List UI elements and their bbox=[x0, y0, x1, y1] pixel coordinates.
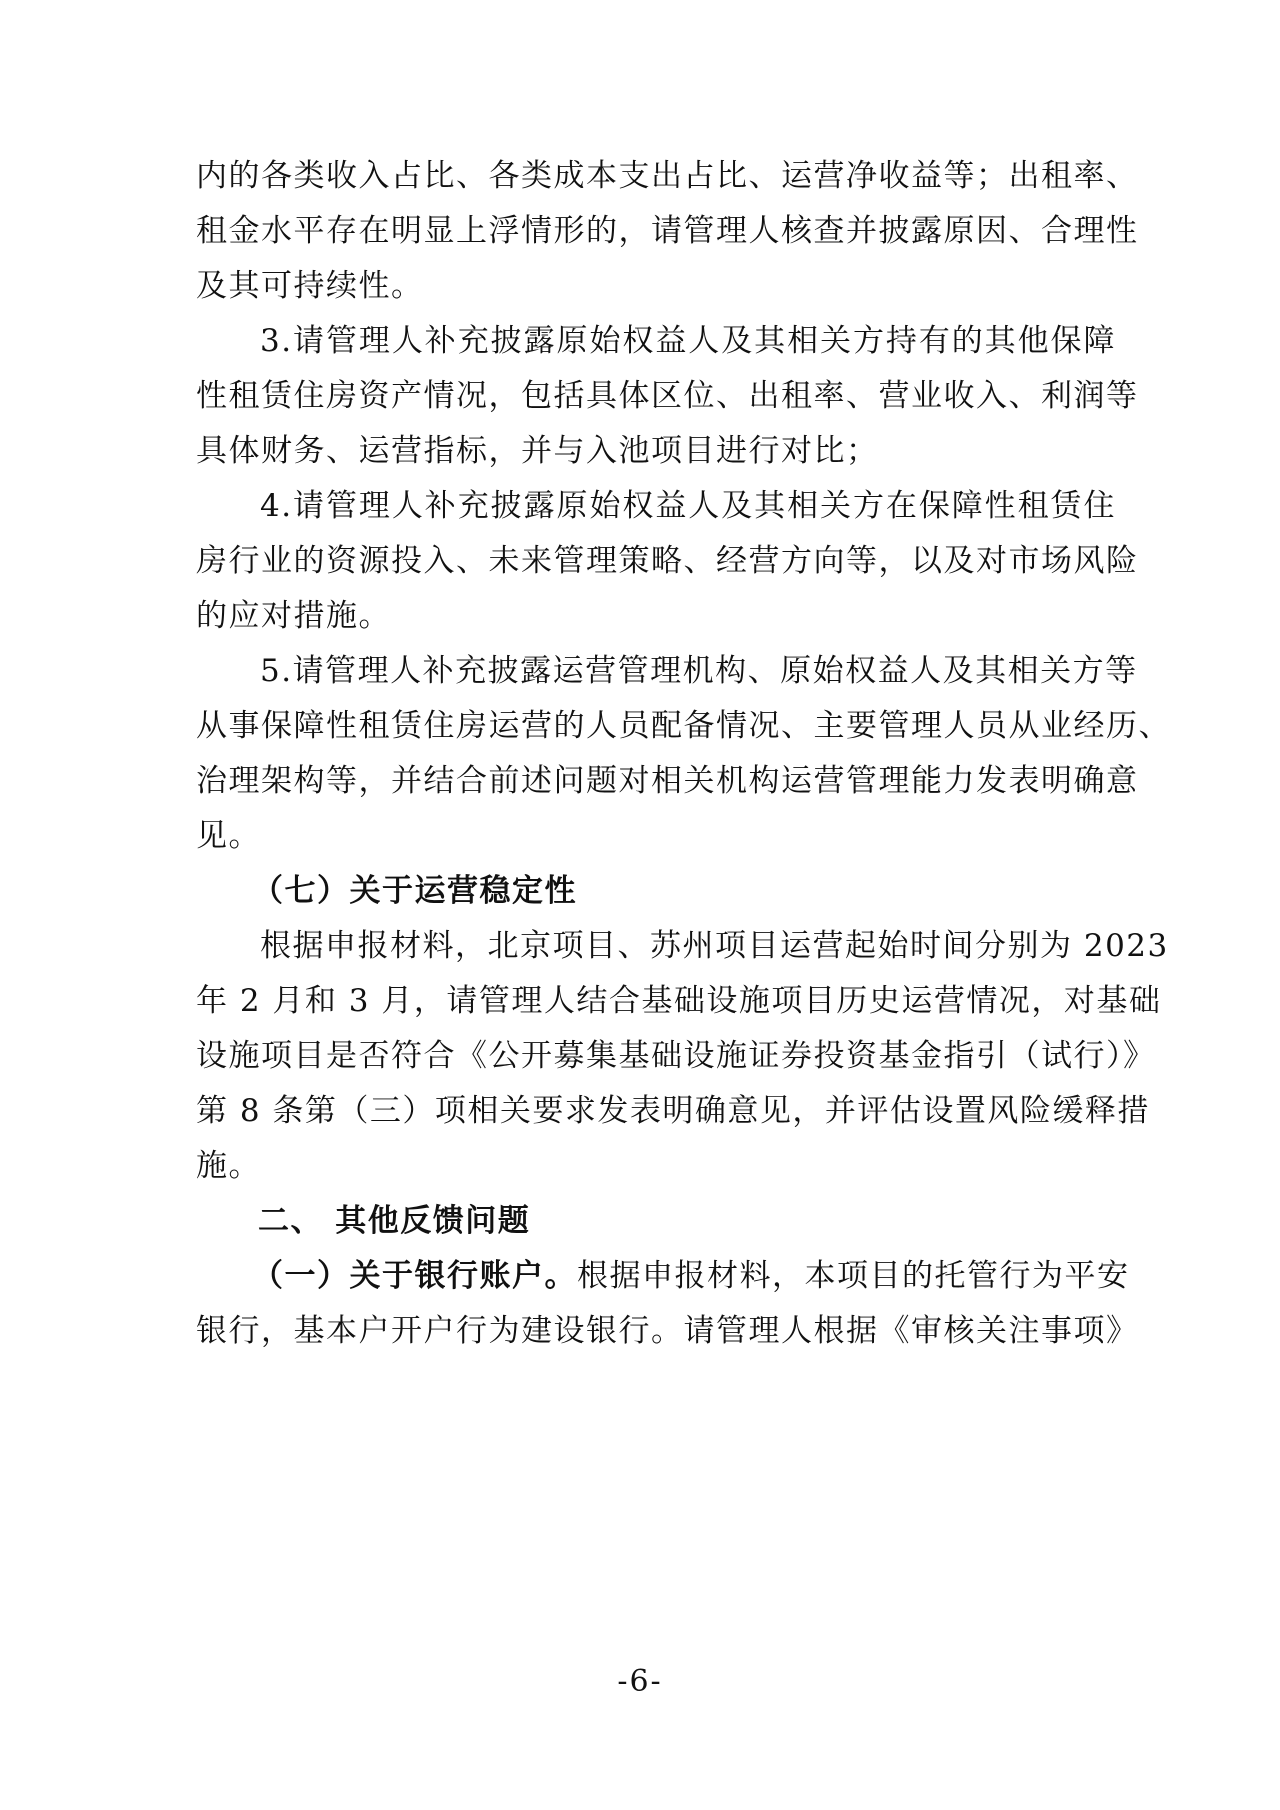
paragraph-line: 根据申报材料，北京项目、苏州项目运营起始时间分别为 2023 bbox=[260, 928, 1169, 964]
subsection-heading-1: （一）关于银行账户。 bbox=[252, 1258, 577, 1294]
paragraph-line: 租金水平存在明显上浮情形的，请管理人核查并披露原因、合理性 bbox=[196, 213, 1139, 249]
paragraph-line: 第 8 条第（三）项相关要求发表明确意见，并评估设置风险缓释措 bbox=[196, 1093, 1150, 1129]
item-4-line: 4.请管理人补充披露原始权益人及其相关方在保障性租赁住 bbox=[260, 488, 1116, 524]
paragraph-line: 施。 bbox=[196, 1148, 261, 1184]
paragraph-line: 性租赁住房资产情况，包括具体区位、出租率、营业收入、利润等 bbox=[196, 378, 1139, 414]
paragraph-line bbox=[252, 1256, 1130, 1296]
chapter-heading-2: 二、 其他反馈问题 bbox=[258, 1203, 531, 1239]
paragraph-line: 银行，基本户开户行为建设银行。请管理人根据《审核关注事项》 bbox=[196, 1313, 1139, 1349]
paragraph-line: 具体财务、运营指标，并与入池项目进行对比； bbox=[196, 433, 879, 469]
paragraph-line: 见。 bbox=[196, 818, 261, 854]
item-5-line: 5.请管理人补充披露运营管理机构、原始权益人及其相关方等 bbox=[260, 653, 1138, 689]
paragraph-line: 及其可持续性。 bbox=[196, 268, 424, 304]
paragraph-line: 年 2 月和 3 月，请管理人结合基础设施项目历史运营情况，对基础 bbox=[196, 983, 1162, 1019]
paragraph-line: 设施项目是否符合《公开募集基础设施证券投资基金指引（试行）》 bbox=[196, 1038, 1156, 1074]
paragraph-line: 房行业的资源投入、未来管理策略、经营方向等，以及对市场风险 bbox=[196, 543, 1139, 579]
page-number: -6- bbox=[617, 1664, 663, 1699]
paragraph-line: 治理架构等，并结合前述问题对相关机构运营管理能力发表明确意 bbox=[196, 763, 1139, 799]
paragraph-line: 的应对措施。 bbox=[196, 598, 391, 634]
section-heading-7: （七）关于运营稳定性 bbox=[252, 873, 577, 909]
item-3-line: 3.请管理人补充披露原始权益人及其相关方持有的其他保障 bbox=[260, 323, 1116, 359]
paragraph-text: 根据申报材料，本项目的托管行为平安 bbox=[577, 1258, 1130, 1294]
paragraph-line: 内的各类收入占比、各类成本支出占比、运营净收益等；出租率、 bbox=[196, 158, 1139, 194]
paragraph-line: 从事保障性租赁住房运营的人员配备情况、主要管理人员从业经历、 bbox=[196, 708, 1171, 744]
